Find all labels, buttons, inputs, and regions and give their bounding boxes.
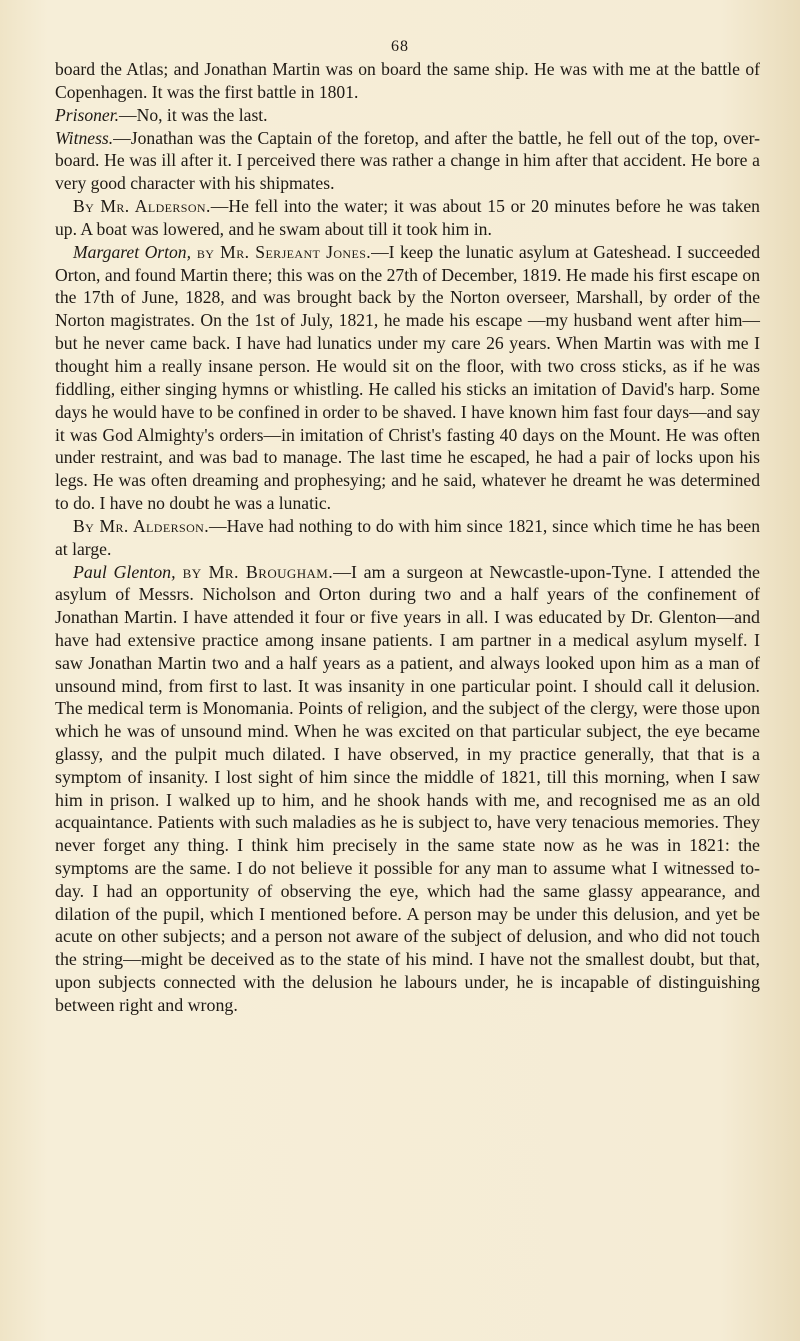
examiner-label: By Mr. Alderson.: [73, 196, 211, 217]
paragraph-alderson-1: [55, 195, 760, 241]
speaker-label: Witness.: [55, 127, 114, 148]
paragraph-text: —No, it was the last.: [119, 104, 268, 125]
page-number: 68: [391, 38, 409, 55]
paragraph-margaret-orton: [55, 241, 760, 515]
paragraph-atlas: [55, 58, 760, 104]
paragraph-text: —Have had nothing to do with him since 1821, since which time he has been at large.: [55, 515, 760, 559]
witness-name: Paul Glenton,: [73, 561, 176, 582]
page-body: [55, 58, 760, 1017]
paragraph-text: —I keep the lunatic asylum at Gateshead. I succeeded Orton, and found Martin there; this was on the 27th of December, 1819. He made his first escape on the 17th of June, 1828, and was brought back by the Norton overseer, Marshall, by order of the Norton magistrates. On the 1st of July, 1821, he made his escape —my husband went after him—but he never came back. I have had lunatics under my care 26 years. When Martin was with me I thought him a really insane person. He would sit on the floor, with two cross sticks, as if he was fiddling, either singing hymns or whistling. He called his sticks an imitation of David's harp. Some days he would have to be confined in order to be shaved. I have known him fast four days—and say it was God Almighty's orders—in imitation of Christ's fasting 40 days on the Mount. He was often under restraint, and was bad to manage. The last time he escaped, he had a pair of locks upon his legs. He was often dreaming and prophesying; and he said, whatever he dreamt he was determined to do. I have no doubt he was a lunatic.: [55, 241, 760, 514]
examiner-label: By Mr. Alderson.: [73, 515, 209, 536]
examiner-label: by Mr. Serjeant Jones.: [191, 241, 372, 262]
paragraph-alderson-2: [55, 515, 760, 561]
paragraph-text: —Jonathan was the Captain of the foretop, and after the battle, he fell out of the top, over-board. He was ill after it. I perceived there was rather a change in him after that accident. He bore a very good character with his shipmates.: [55, 127, 760, 194]
paragraph-text: —He fell into the water; it was about 15 or 20 minutes before he was taken up. A boat was lowered, and he swam about till it took him in.: [55, 196, 760, 239]
paragraph-paul-glenton: [55, 561, 760, 1017]
witness-name: Margaret Orton,: [73, 241, 192, 262]
paragraph-prisoner: [55, 104, 760, 127]
speaker-label: Prisoner.: [55, 104, 120, 125]
paragraph-text: board the Atlas; and Jonathan Martin was on board the same ship. He was with me at the battle of Copenhagen. It was the first battle in 1801.: [55, 59, 760, 102]
paragraph-witness: [55, 127, 760, 196]
examiner-label: by Mr. Brougham.: [175, 561, 334, 582]
paragraph-text: —I am a surgeon at Newcastle-upon-Tyne. I attended the asylum of Messrs. Nicholson and Orton during two and a half years of the confinement of Jonathan Martin. I have attended it four or five years in all. I was educated by Dr. Glenton—and have had extensive practice among insane patients. I am partner in a medical asylum myself. I saw Jonathan Martin two and a half years as a patient, and always looked upon him as a man of unsound mind, from first to last. It was insanity in one particular point. I should call it delusion. The medical term is Monomania. Points of religion, and the subject of the clergy, were those upon which he was of unsound mind. When he was excited on that particular subject, the eye became glassy, and the pulpit much dilated. I have observed, in my practice generally, that that is a symptom of insanity. I lost sight of him since the middle of 1821, till this morning, when I saw him in prison. I walked up to him, and he shook hands with me, and recognised me as an old acquaintance. Patients with such maladies as he is subject to, have very tenacious memories. They never forget any thing. I think him precisely in the same state now as he was in 1821: the symptoms are the same. I do not believe it possible for any man to assume what I witnessed to-day. I had an opportunity of observing the eye, which had the same glassy appearance, and dilation of the pupil, which I mentioned before. A person may be under this delusion, and yet be acute on other subjects; and a person not aware of the subject of delusion, and who did not touch the string—might be deceived as to the state of his mind. I have not the smallest doubt, but that, upon subjects connected with the delusion he labours under, he is incapable of distinguishing between right and wrong.: [55, 561, 761, 1015]
